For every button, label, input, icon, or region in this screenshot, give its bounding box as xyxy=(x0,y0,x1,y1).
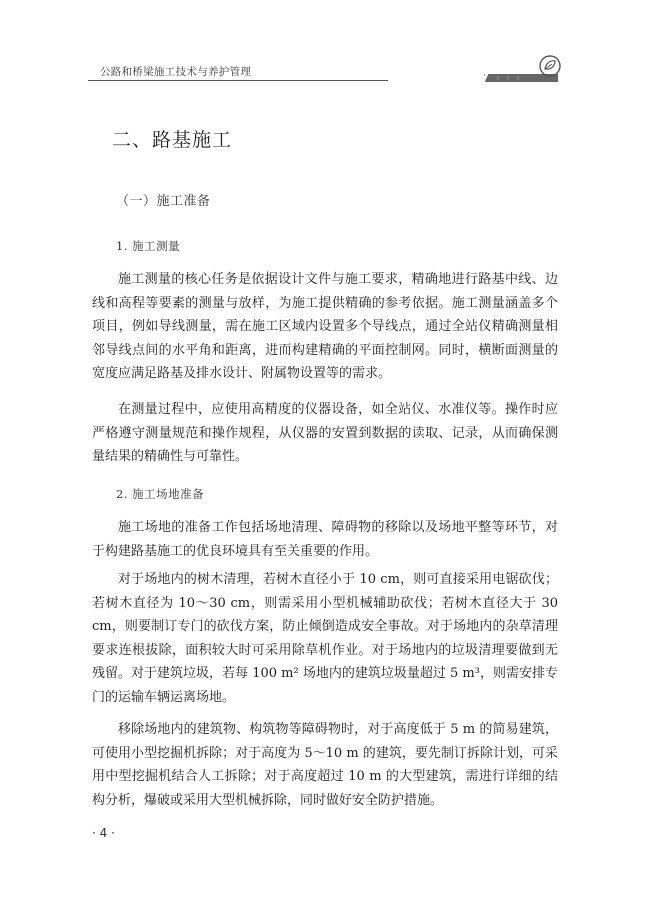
item-heading: 1. 施工测量 xyxy=(116,239,181,253)
running-header xyxy=(88,52,568,92)
paragraph: 对于场地内的树木清理，若树木直径小于 10 cm，则可直接采用电锯砍伐；若树木直径为 10～30 cm，则需采用小型机械辅助砍伐；若树木直径大于 30 cm，则要制订专门的砍伐方案，防止倾倒造成安全事故。对于场地内的杂草清理要求连根拔除，面积较大时可采用除草机作业。对于场地内的垃圾清理要做到无残留。对于建筑垃圾，若每 100 m² 场地内的建筑垃圾量超过 5 m³，则需安排专门的运输车辆运离场地。 xyxy=(92,572,558,705)
header-dot xyxy=(506,76,510,80)
header-title: 公路和桥梁施工技术与养护管理 xyxy=(100,66,252,78)
paragraph: 施工场地的准备工作包括场地清理、障碍物的移除以及场地平整等环节，对于构建路基施工的优良环境具有至关重要的作用。 xyxy=(92,520,558,559)
subsection-title: （一）施工准备 xyxy=(116,194,211,209)
section-title: 二、路基施工 xyxy=(112,129,233,151)
header-dot xyxy=(496,76,500,80)
header-dot xyxy=(516,76,520,80)
paragraph: 施工测量的核心任务是依据设计文件与施工要求，精确地进行路基中线、边线和高程等要素的测量与放样，为施工提供精确的参考依据。施工测量涵盖多个项目，例如导线测量，需在施工区域内设置多个导线点，通过全站仪精确测量相邻导线点间的水平角和距离，进而构建精确的平面控制网。同时，横断面测量的宽度应满足路基及排水设计、附属物设置等的需求。 xyxy=(92,272,558,381)
paragraph: 在测量过程中，应使用高精度的仪器设备，如全站仪、水准仪等。操作时应严格遵守测量规范和操作规程，从仪器的安置到数据的读取、记录，从而确保测量结果的精确性与可靠性。 xyxy=(92,402,558,464)
page-number: · 4 · xyxy=(92,826,115,840)
item-heading: 2. 施工场地准备 xyxy=(116,487,205,501)
paragraph: 移除场地内的建筑物、构筑物等障碍物时，对于高度低于 5 m 的简易建筑，可使用小型挖掘机拆除；对于高度为 5～10 m 的建筑，要先制订拆除计划，可采用中型挖掘机结合人工拆除；对于高度超过 10 m 的大型建筑，需进行详细的结构分析，爆破或采用大型机械拆除，同时做好安全防护措施。 xyxy=(92,722,558,808)
leaf-circle-icon xyxy=(538,54,562,78)
header-decoration-bar xyxy=(388,74,558,82)
